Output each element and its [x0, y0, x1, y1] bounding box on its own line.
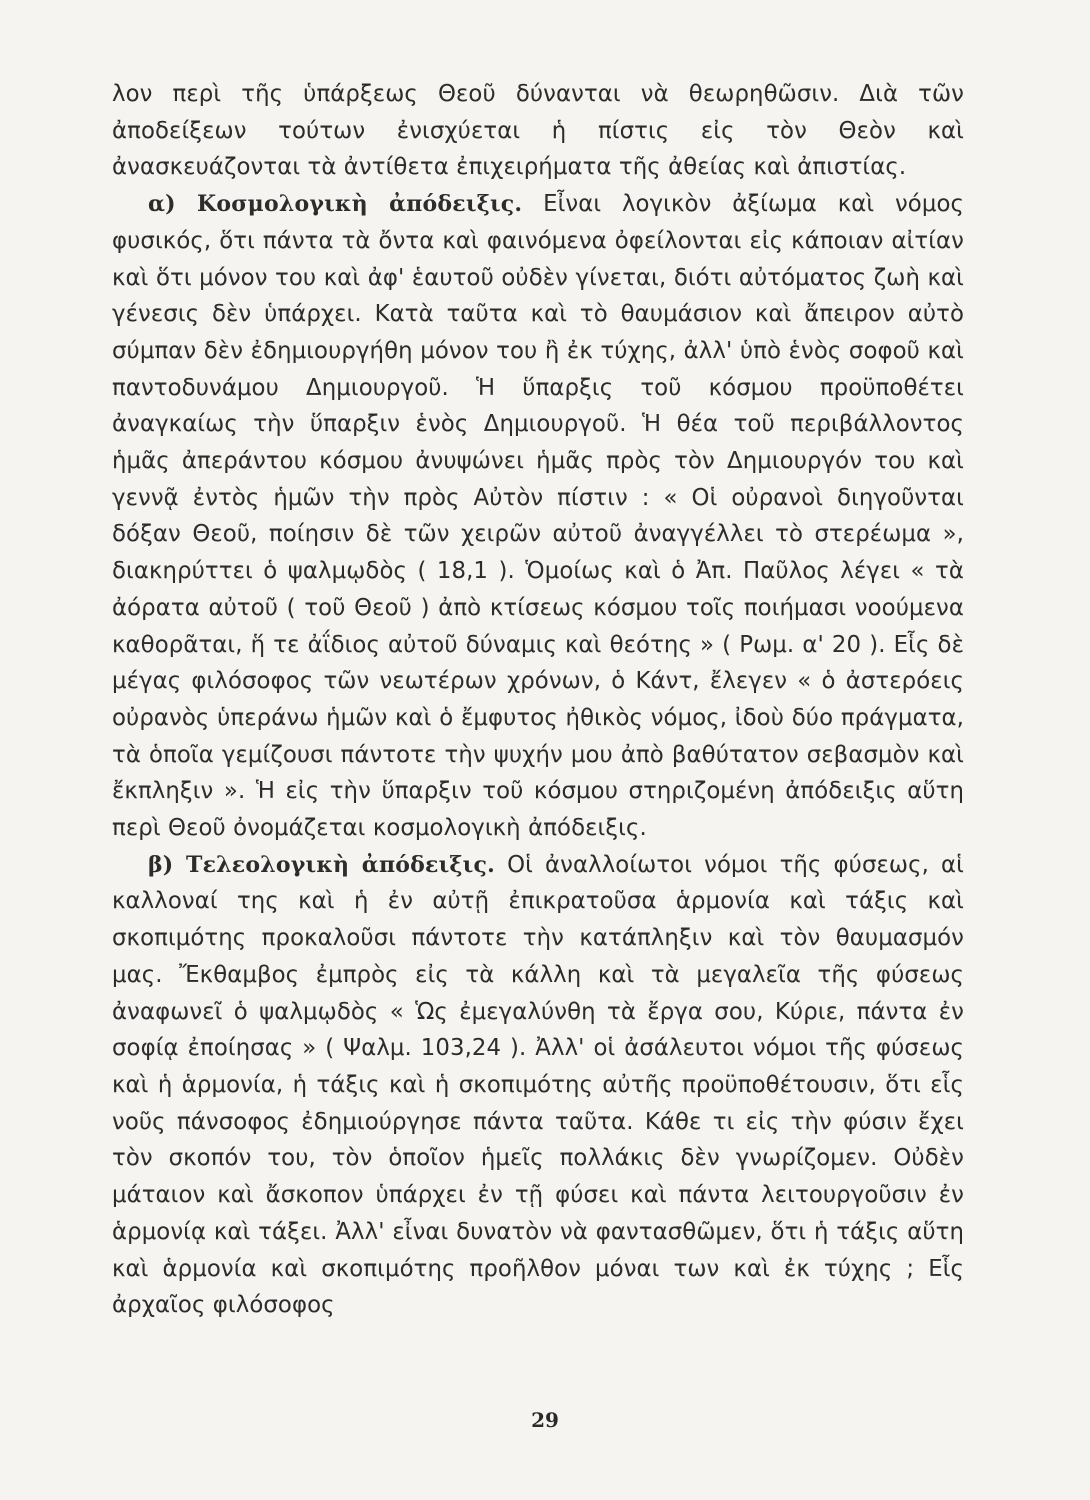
section-body-teleological: Οἱ ἀναλλοίωτοι νόμοι τῆς φύσεως, αἱ καλλοναί της καὶ ἡ ἐν αὐτῇ ἐπικρατοῦσα ἁρμονία καὶ τάξις καὶ σκοπιμότης προκαλοῦσι πάντοτε τὴν κατάπληξιν καὶ τὸν θαυμασμόν μας. Ἔκθαμβος ἐμπρὸς εἰς τὰ κάλλη καὶ τὰ μεγαλεῖα τῆς φύσεως ἀναφωνεῖ ὁ ψαλμῳδὸς « Ὡς ἐμεγαλύνθη τὰ ἔργα σου, Κύριε, πάντα ἐν σοφίᾳ ἐποίησας » ( Ψαλμ. 103,24 ). Ἀλλ' οἱ ἀσάλευτοι νόμοι τῆς φύσεως καὶ ἡ ἁρμονία, ἡ τάξις καὶ ἡ σκοπιμότης αὐτῆς προϋποθέτουσιν, ὅτι εἷς νοῦς πάνσοφος ἐδημιούργησε πάντα ταῦτα. Κάθε τι εἰς τὴν φύσιν ἔχει τὸν σκοπόν του, τὸν ὁποῖον ἡμεῖς πολλάκις δὲν γνωρίζομεν. Οὐδὲν μάταιον καὶ ἄσκοπον ὑπάρχει ἐν τῇ φύσει καὶ πάντα λειτουργοῦσιν ἐν ἁρμονίᾳ καὶ τάξει. Ἀλλ' εἶναι δυνατὸν νὰ φαντασθῶμεν, ὅτι ἡ τάξις αὕτη καὶ ἁρμονία καὶ σκοπιμότης προῆλθον μόναι των καὶ ἐκ τύχης ; Εἷς ἀρχαῖος φιλόσοφος	[112, 851, 964, 1319]
document-page	[112, 76, 964, 1496]
page-number: 29	[531, 1408, 559, 1432]
section-body-cosmological: Εἶναι λογικὸν ἀξίωμα καὶ νόμος φυσικός, ὅτι πάντα τὰ ὄντα καὶ φαινόμενα ὀφείλονται εἰς κάποιαν αἰτίαν καὶ ὅτι μόνον του καὶ ἀφ' ἑαυτοῦ οὐδὲν γίνεται, διότι αὐτόματος ζωὴ καὶ γένεσις δὲν ὑπάρχει. Κατὰ ταῦτα καὶ τὸ θαυμάσιον καὶ ἄπειρον αὐτὸ σύμπαν δὲν ἐδημιουργήθη μόνον του ἢ ἐκ τύχης, ἀλλ' ὑπὸ ἑνὸς σοφοῦ καὶ παντοδυνάμου Δημιουργοῦ. Ἡ ὕπαρξις τοῦ κόσμου προϋποθέτει ἀναγκαίως τὴν ὕπαρξιν ἑνὸς Δημιουργοῦ. Ἡ θέα τοῦ περιβάλλοντος ἡμᾶς ἀπεράντου κόσμου ἀνυψώνει ἡμᾶς πρὸς τὸν Δημιουργόν του καὶ γεννᾷ ἐντὸς ἡμῶν τὴν πρὸς Αὐτὸν πίστιν : « Οἱ οὐρανοὶ διηγοῦνται δόξαν Θεοῦ, ποίησιν δὲ τῶν χειρῶν αὐτοῦ ἀναγγέλλει τὸ στερέωμα », διακηρύττει ὁ ψαλμῳδὸς ( 18,1 ). Ὁμοίως καὶ ὁ Ἀπ. Παῦλος λέγει « τὰ ἀόρατα αὐτοῦ ( τοῦ Θεοῦ ) ἀπὸ κτίσεως κόσμου τοῖς ποιήμασι νοούμενα καθορᾶται, ἥ τε ἀΐδιος αὐτοῦ δύναμις καὶ θεότης » ( Ρωμ. α' 20 ). Εἷς δὲ μέγας φιλόσοφος τῶν νεωτέρων χρόνων, ὁ Κάντ, ἔλεγεν « ὁ ἀστερόεις οὐρανὸς ὑπεράνω ἡμῶν καὶ ὁ ἔμφυτος ἠθικὸς νόμος, ἰδοὺ δύο πράγματα, τὰ ὁποῖα γεμίζουσι πάντοτε τὴν ψυχήν μου ἀπὸ βαθύτατον σεβασμὸν καὶ ἔκπληξιν ». Ἡ εἰς τὴν ὕπαρξιν τοῦ κόσμου στηριζομένη ἀπόδειξις αὕτη περὶ Θεοῦ ὀνομάζεται κοσμολογικὴ ἀπόδειξις.	[112, 191, 964, 842]
section-heading-cosmological: α) Κοσμολογικὴ ἀπόδειξις.	[148, 191, 523, 218]
section-teleological-paragraph	[112, 847, 964, 1324]
opening-paragraph: λον περὶ τῆς ὑπάρξεως Θεοῦ δύνανται νὰ θεωρηθῶσιν. Διὰ τῶν ἀποδείξεων τούτων ἐνισχύεται ἡ πίστις εἰς τὸν Θεὸν καὶ ἀνασκευάζονται τὰ ἀντίθετα ἐπιχειρήματα τῆς ἀθείας καὶ ἀπιστίας.	[112, 81, 964, 181]
section-heading-teleological: β) Τελεολογικὴ ἀπόδειξις.	[148, 851, 495, 878]
section-cosmological-paragraph	[112, 186, 964, 847]
